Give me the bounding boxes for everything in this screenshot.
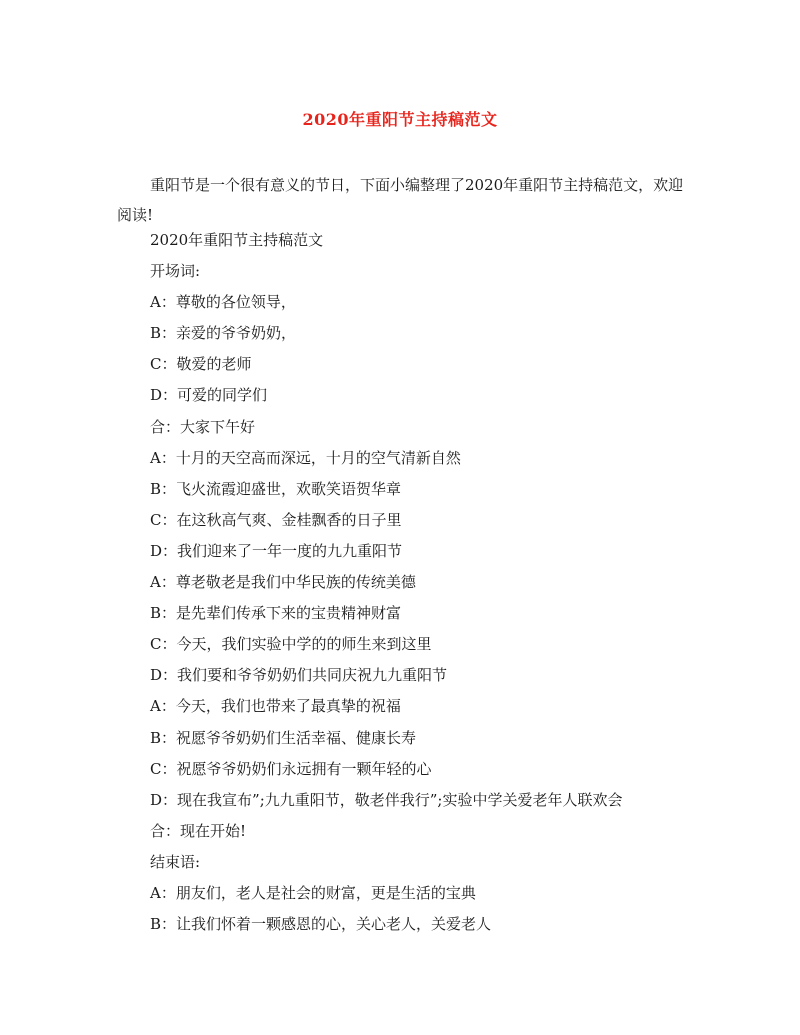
script-line: D：现在我宣布”;九九重阳节，敬老伴我行”;实验中学关爱老年人联欢会 [150, 790, 623, 809]
script-line: A：今天，我们也带来了最真挚的祝福 [150, 697, 401, 716]
script-line: 结束语: [150, 852, 201, 871]
intro-paragraph: 重阳节是一个很有意义的节日，下面小编整理了2020年重阳节主持稿范文，欢迎阅读! [117, 176, 684, 224]
script-line: B：让我们怀着一颗感恩的心，关心老人，关爱老人 [150, 915, 492, 934]
script-line: A：尊老敬老是我们中华民族的传统美德 [150, 573, 416, 592]
script-lines [150, 231, 710, 946]
script-line: C：今天，我们实验中学的的师生来到这里 [150, 635, 432, 654]
script-line: B：飞火流霞迎盛世，欢歌笑语贺华章 [150, 479, 402, 498]
script-line: A：朋友们，老人是社会的财富，更是生活的宝典 [150, 883, 476, 902]
script-line: C：敬爱的老师 [150, 355, 252, 374]
script-line: 合：大家下午好 [150, 417, 256, 436]
script-line: 开场词: [150, 262, 201, 281]
script-line: 合：现在开始! [150, 821, 247, 840]
script-line: A：十月的天空高而深远，十月的空气清新自然 [150, 448, 461, 467]
document-title: 2020年重阳节主持稿范文 [302, 110, 498, 129]
script-line: C：祝愿爷爷奶奶们永远拥有一颗年轻的心 [150, 759, 432, 778]
script-line: B：亲爱的爷爷奶奶， [150, 324, 297, 343]
script-line: A：尊敬的各位领导， [150, 293, 296, 312]
script-line: B：祝愿爷爷奶奶们生活幸福、健康长寿 [150, 728, 417, 747]
script-line: 2020年重阳节主持稿范文 [150, 231, 324, 249]
script-line: D：我们要和爷爷奶奶们共同庆祝九九重阳节 [150, 666, 448, 685]
script-line: C：在这秋高气爽、金桂飘香的日子里 [150, 510, 402, 529]
script-line: D：我们迎来了一年一度的九九重阳节 [150, 541, 403, 560]
script-line: D：可爱的同学们 [150, 386, 268, 405]
script-line: B：是先辈们传承下来的宝贵精神财富 [150, 604, 402, 623]
